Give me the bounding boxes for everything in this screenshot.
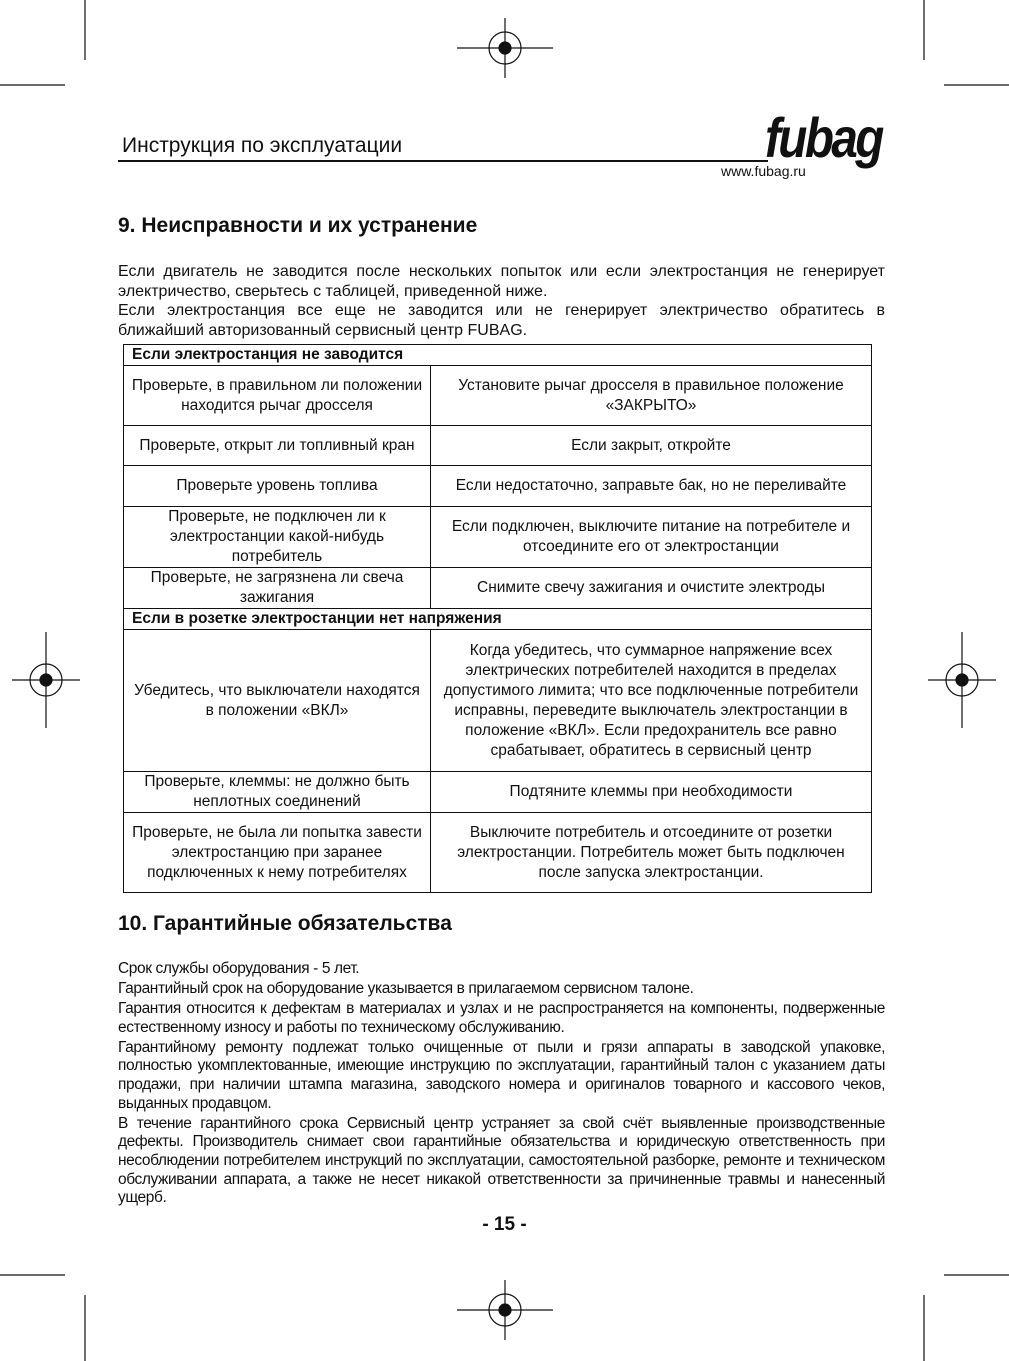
paragraph: Если двигатель не заводится после нескольких попыток или если электростанция не генерирует электричество, сверьтесь с таблицей, приведенной ниже. xyxy=(118,263,885,300)
table-row xyxy=(124,772,872,813)
check-cell: Проверьте, в правильном ли положении находится рычаг дросселя xyxy=(124,366,431,426)
paragraph: Гарантийный срок на оборудование указывается в прилагаемом сервисном талоне. xyxy=(118,980,694,998)
paragraph: Гарантийному ремонту подлежат только очищенные от пыли и грязи аппараты в заводской упаковке, полностью укомплектованные, имеющие инструкцию по эксплуатации, гарантийный талон с указанием даты продажи, при наличии штампа магазина, заводского номера и оригиналов товарного и кассового чеков, выданных продавцом. xyxy=(118,1038,885,1112)
check-cell: Убедитесь, что выключатели находятся в положении «ВКЛ» xyxy=(124,630,431,772)
document-title: Инструкция по эксплуатации xyxy=(122,134,403,157)
paragraph: В течение гарантийного срока Сервисный центр устраняет за свой счёт выявленные производственные дефекты. Производитель снимает свои гарантийные обязательства и юридическую ответственность при несоблюдении потребителем инструкций по эксплуатации, самостоятельной разборке, ремонте и техническом обслуживании аппарата, а также не несет никакой ответственности за причиненные травмы и нанесенный ущерб. xyxy=(118,1114,885,1207)
action-cell: Когда убедитесь, что суммарное напряжение всех электрических потребителей находится в пределах допустимого лимита; что все подключенные потребители исправны, переведите выключатель электростанции в положение «ВКЛ». Если предохранитель все равно срабатывает, обратитесь в сервисный центр xyxy=(431,630,872,772)
table-row xyxy=(124,813,872,893)
check-cell: Проверьте, не подключен ли к электростанции какой-нибудь потребитель xyxy=(124,507,431,568)
troubleshooting-table xyxy=(123,344,872,893)
check-cell: Проверьте, клеммы: не должно быть неплотных соединений xyxy=(124,772,431,813)
action-cell: Если закрыт, откройте xyxy=(431,426,872,466)
action-cell: Установите рычаг дросселя в правильное положение «ЗАКРЫТО» xyxy=(431,366,872,426)
check-cell: Проверьте, не была ли попытка завести электростанцию при заранее подключенных к нему потребителях xyxy=(124,813,431,893)
table-row xyxy=(124,568,872,609)
table-group-title: Если электростанция не заводится xyxy=(124,345,872,366)
check-cell: Проверьте, открыт ли топливный кран xyxy=(124,426,431,466)
section-10-heading: 10. Гарантийные обязательства xyxy=(118,912,452,935)
table-row xyxy=(124,426,872,466)
header-rule xyxy=(118,160,768,162)
paragraph: Срок службы оборудования - 5 лет. xyxy=(118,960,360,977)
check-cell: Проверьте, не загрязнена ли свеча зажигания xyxy=(124,568,431,609)
table-row xyxy=(124,366,872,426)
table-row xyxy=(124,507,872,568)
section-9-intro xyxy=(118,262,885,340)
section-9-heading: 9. Неисправности и их устранение xyxy=(118,214,478,237)
action-cell: Если недостаточно, заправьте бак, но не переливайте xyxy=(431,466,872,507)
paragraph: Гарантия относится к дефектам в материалах и узлах и не распространяется на компоненты, подверженные естественному износу и работы по техническому обслуживанию. xyxy=(118,1000,885,1036)
check-cell: Проверьте уровень топлива xyxy=(124,466,431,507)
table-group-title: Если в розетке электростанции нет напряжения xyxy=(124,609,872,630)
website-url: www.fubag.ru xyxy=(721,163,806,179)
action-cell: Выключите потребитель и отсоедините от розетки электростанции. Потребитель может быть подключен после запуска электростанции. xyxy=(431,813,872,893)
paragraph: Если электростанция все еще не заводится или не генерирует электричество обратитесь в ближайший авторизованный сервисный центр FUBAG. xyxy=(118,302,885,339)
action-cell: Подтяните клеммы при необходимости xyxy=(431,772,872,813)
action-cell: Снимите свечу зажигания и очистите электроды xyxy=(431,568,872,609)
table-row xyxy=(124,466,872,507)
table-row xyxy=(124,630,872,772)
fubag-logo: fubag xyxy=(765,106,882,169)
warranty-text xyxy=(118,960,885,1209)
page-number: - 15 - xyxy=(482,1214,527,1235)
action-cell: Если подключен, выключите питание на потребителе и отсоедините его от электростанции xyxy=(431,507,872,568)
